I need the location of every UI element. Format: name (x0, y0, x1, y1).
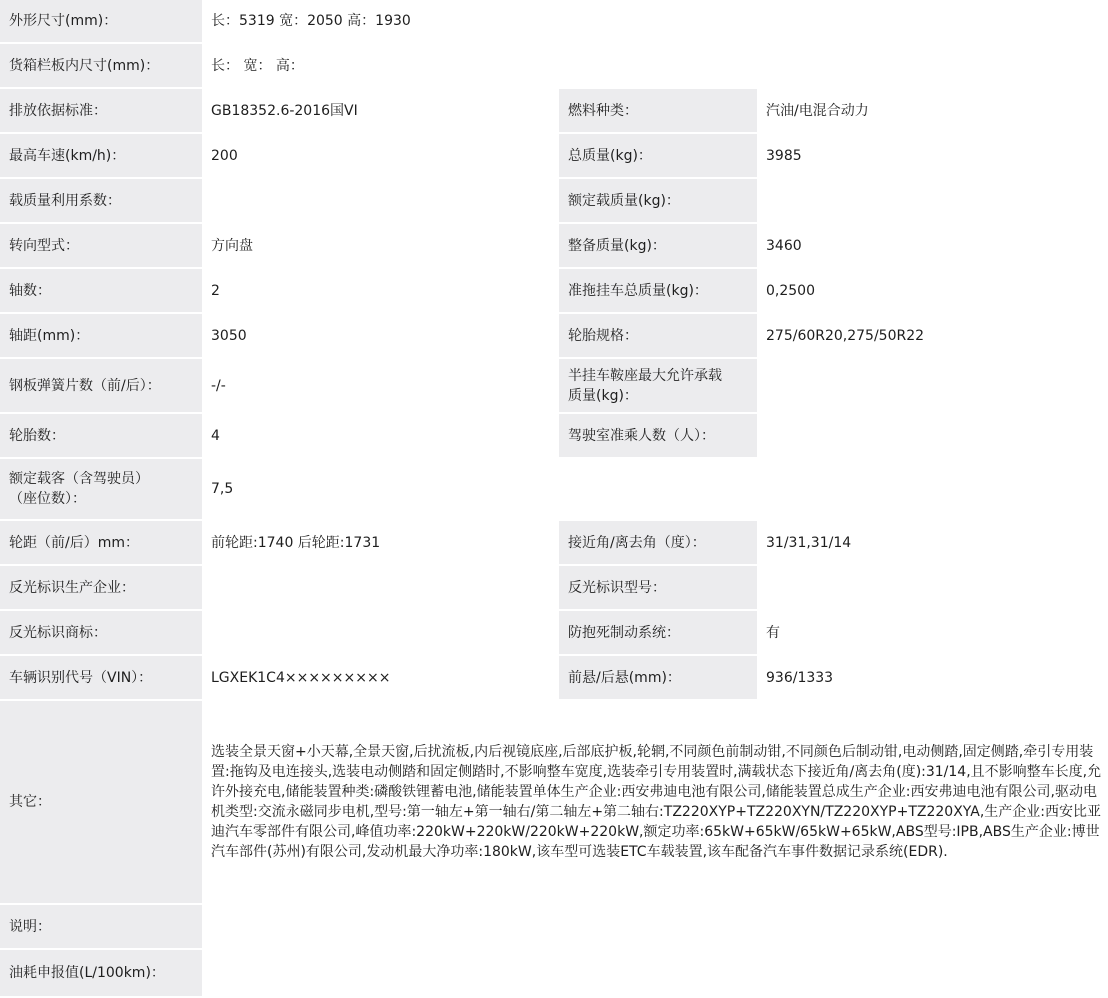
gross-mass-label: 总质量(kg)： (559, 134, 757, 179)
spec-row-springs (0, 359, 1108, 414)
reflector-model-label: 反光标识型号： (559, 566, 757, 611)
load-coefficient-label: 载质量利用系数： (0, 179, 202, 224)
reflector-maker-label: 反光标识生产企业： (0, 566, 202, 611)
spec-row-explanation (0, 905, 1108, 950)
curb-mass-label: 整备质量(kg)： (559, 224, 757, 269)
tire-count-label: 轮胎数： (0, 414, 202, 459)
other-value: 选装全景天窗+小天幕,全景天窗,后扰流板,内后视镜底座,后部底护板,轮辋,不同颜色前制动钳,不同颜色后制动钳,电动侧踏,固定侧踏,牵引专用装置:拖钩及电连接头,选装电动侧踏和固定侧踏时,不影响整车宽度,选装牵引专用装置时,满载状态下接近角/离去角(度):31/14,且不影响整车长度,允许外接充电,储能装置种类:磷酸铁锂蓄电池,储能装置单体生产企业:西安弗迪电池有限公司,储能装置总成生产企业:西安弗迪电池有限公司,驱动电机类型:交流永磁同步电机,型号:第一轴左+第一轴右/第二轴左+第二轴右:TZ220XYP+TZ220XYN/TZ220XYP+TZ220XYA,生产企业:西安比亚迪汽车零部件有限公司,峰值功率:220kW+220kW/220kW+220kW,额定功率:65kW+65kW/65kW+65kW,ABS型号:IPB,ABS生产企业:博世汽车部件(苏州)有限公司,发动机最大净功率:180kW,该车型可选装ETC车载装置,该车配备汽车事件数据记录系统(EDR). (202, 701, 1108, 905)
max-speed-label: 最高车速(km/h)： (0, 134, 202, 179)
spec-row-reflector-brand (0, 611, 1108, 656)
reflector-maker-value (202, 566, 559, 611)
curb-mass-value: 3460 (757, 224, 1108, 269)
spec-row-reflector-maker (0, 566, 1108, 611)
trailer-mass-value: 0,2500 (757, 269, 1108, 314)
spec-row-dimensions (0, 0, 1108, 44)
spec-row-axles (0, 269, 1108, 314)
tire-spec-label: 轮胎规格： (559, 314, 757, 359)
vin-label: 车辆识别代号（VIN）： (0, 656, 202, 701)
saddle-load-label-line1: 半挂车鞍座最大允许承载 (568, 367, 722, 384)
abs-value: 有 (757, 611, 1108, 656)
max-speed-value: 200 (202, 134, 559, 179)
spec-row-wheelbase (0, 314, 1108, 359)
explanation-value (202, 905, 1108, 950)
cargo-box-label: 货箱栏板内尺寸(mm)： (0, 44, 202, 89)
fuel-consumption-value (202, 950, 1108, 998)
trailer-mass-label: 准拖挂车总质量(kg)： (559, 269, 757, 314)
rated-load-value (757, 179, 1108, 224)
leaf-spring-value: -/- (202, 359, 559, 414)
spec-row-tires (0, 414, 1108, 459)
spec-row-seats (0, 459, 1108, 521)
other-label: 其它： (0, 701, 202, 905)
overhang-label: 前悬/后悬(mm)： (559, 656, 757, 701)
cab-occupancy-label: 驾驶室准乘人数（人）： (559, 414, 757, 459)
overhang-value: 936/1333 (757, 656, 1108, 701)
spec-row-other (0, 701, 1108, 905)
spec-row-load-coefficient (0, 179, 1108, 224)
axle-count-value: 2 (202, 269, 559, 314)
saddle-load-label-line2: 质量(kg)： (568, 387, 638, 404)
steering-type-value: 方向盘 (202, 224, 559, 269)
fuel-type-value: 汽油/电混合动力 (757, 89, 1108, 134)
leaf-spring-label: 钢板弹簧片数（前/后）： (0, 359, 202, 414)
cab-occupancy-value (757, 414, 1108, 459)
track-width-label: 轮距（前/后）mm： (0, 521, 202, 566)
steering-type-label: 转向型式： (0, 224, 202, 269)
track-width-value: 前轮距:1740 后轮距:1731 (202, 521, 559, 566)
tire-count-value: 4 (202, 414, 559, 459)
abs-label: 防抱死制动系统： (559, 611, 757, 656)
load-coefficient-value (202, 179, 559, 224)
wheelbase-label: 轴距(mm)： (0, 314, 202, 359)
axle-count-label: 轴数： (0, 269, 202, 314)
saddle-load-value (757, 359, 1108, 414)
approach-angle-label: 接近角/离去角（度）： (559, 521, 757, 566)
emission-standard-value: GB18352.6-2016国VI (202, 89, 559, 134)
fuel-consumption-label: 油耗申报值(L/100km)： (0, 950, 202, 998)
reflector-brand-value (202, 611, 559, 656)
approach-angle-value: 31/31,31/14 (757, 521, 1108, 566)
fuel-type-label: 燃料种类： (559, 89, 757, 134)
seat-capacity-label (0, 459, 202, 521)
spec-row-emission (0, 89, 1108, 134)
explanation-label: 说明： (0, 905, 202, 950)
spec-row-steering (0, 224, 1108, 269)
tire-spec-value: 275/60R20,275/50R22 (757, 314, 1108, 359)
seat-capacity-label-line2: （座位数）： (9, 491, 86, 507)
spec-row-track (0, 521, 1108, 566)
dimensions-label: 外形尺寸(mm)： (0, 0, 202, 44)
reflector-brand-label: 反光标识商标： (0, 611, 202, 656)
spec-row-cargo (0, 44, 1108, 89)
cargo-box-value: 长： 宽： 高： (202, 44, 1108, 89)
rated-load-label: 额定载质量(kg)： (559, 179, 757, 224)
seat-capacity-label-line1: 额定载客（含驾驶员） (9, 471, 149, 487)
spec-row-vin (0, 656, 1108, 701)
saddle-load-label (559, 359, 757, 414)
vin-value: LGXEK1C4××××××××× (202, 656, 559, 701)
emission-standard-label: 排放依据标准： (0, 89, 202, 134)
seat-capacity-value: 7,5 (202, 459, 1108, 521)
spec-row-fuel-consumption (0, 950, 1108, 998)
wheelbase-value: 3050 (202, 314, 559, 359)
gross-mass-value: 3985 (757, 134, 1108, 179)
dimensions-value: 长：5319 宽：2050 高：1930 (202, 0, 1108, 44)
spec-row-speed (0, 134, 1108, 179)
reflector-model-value (757, 566, 1108, 611)
